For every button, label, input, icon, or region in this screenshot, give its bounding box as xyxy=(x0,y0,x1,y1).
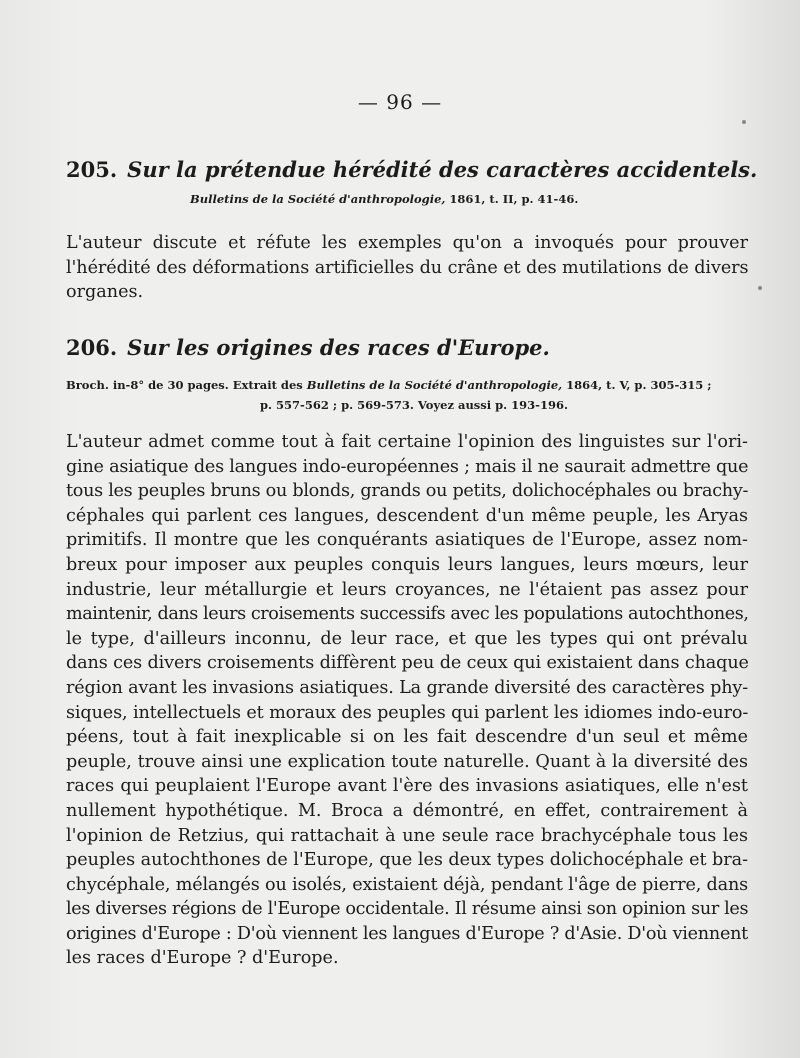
paragraph-line: gine asiatique des langues indo-européennes ; mais il ne saurait admettre que xyxy=(66,456,749,477)
paragraph-line: céphales qui parlent ces langues, descendent d'un même peuple, les Aryas xyxy=(66,505,748,526)
paragraph-line: L'auteur discute et réfute les exemples qu'on a invoqués pour prouver xyxy=(66,233,748,253)
paragraph-line: L'auteur admet comme tout à fait certaine l'opinion des linguistes sur l'ori- xyxy=(66,432,748,452)
paragraph-line: péens, tout à fait inexplicable si on les fait descendre d'un seul et même xyxy=(66,727,748,748)
paragraph-line: les diverses régions de l'Europe occidentale. Il résume ainsi son opinion sur les xyxy=(66,899,749,920)
paragraph-line: peuple, trouve ainsi une explication toute naturelle. Quant à la diversité des xyxy=(66,751,748,772)
entry-number: 206. xyxy=(66,335,118,360)
entry-205-title xyxy=(66,157,758,182)
entry-title-text: Sur les origines des races d'Europe. xyxy=(127,335,550,360)
paragraph-line: les races d'Europe ? d'Europe. xyxy=(66,948,339,969)
page-number: — 96 — xyxy=(357,90,443,114)
source-suffix: 1864, t. V, p. 305-315 ; xyxy=(562,378,712,392)
entry-206-paragraph xyxy=(66,430,748,971)
entry-206-title xyxy=(66,335,746,360)
paragraph-line: l'hérédité des déformations artificielles du crâne et des mutilations de divers xyxy=(66,257,749,278)
journal-name: Bulletins de la Société d'anthropologie, xyxy=(306,378,563,392)
entry-title-text: Sur la prétendue hérédité des caractères accidentels. xyxy=(127,157,758,182)
paragraph-line: région avant les invasions asiatiques. La grande diversité des caractères phy- xyxy=(66,677,748,698)
paragraph-line: siques, intellectuels et moraux des peuples qui parlent les idiomes indo-euro- xyxy=(66,702,749,723)
paragraph-line: l'opinion de Retzius, qui rattachait à une seule race brachycéphale tous les xyxy=(66,825,748,846)
entry-number: 205. xyxy=(66,157,118,182)
paragraph-line: le type, d'ailleurs inconnu, de leur race, et que les types qui ont prévalu xyxy=(66,628,748,649)
paragraph-line: tous les peuples bruns ou blonds, grands ou petits, dolichocéphales ou brachy- xyxy=(66,481,749,502)
entry-206-source-line-2: p. 557-562 ; p. 569-573. Voyez aussi p. 193-196. xyxy=(260,398,568,412)
entry-205-source xyxy=(190,192,578,206)
paragraph-line: organes. xyxy=(66,282,144,303)
source-prefix: Broch. in-8° de 30 pages. Extrait des xyxy=(66,378,307,392)
paragraph-line: industrie, leur métallurgie et leurs croyances, ne l'étaient pas assez pour xyxy=(66,579,748,600)
paragraph-line: nullement hypothétique. M. Broca a démontré, en effet, contrairement à xyxy=(66,800,748,821)
paragraph-line: primitifs. Il montre que les conquérants asiatiques de l'Europe, assez nom- xyxy=(66,530,748,551)
paragraph-line: maintenir, dans leurs croisements successifs avec les populations autochthones, xyxy=(66,604,749,625)
paragraph-line: origines d'Europe : D'où viennent les langues d'Europe ? d'Asie. D'où viennent xyxy=(66,923,748,944)
journal-name: Bulletins de la Société d'anthropologie, xyxy=(190,192,446,206)
source-reference: 1861, t. II, p. 41-46. xyxy=(445,192,579,206)
entry-206-source-line-1 xyxy=(66,378,712,392)
paragraph-line: races qui peuplaient l'Europe avant l'ère des invasions asiatiques, elle n'est xyxy=(66,776,748,797)
paper-speck xyxy=(758,286,762,290)
paragraph-line: peuples autochthones de l'Europe, que les deux types dolichocéphale et bra- xyxy=(66,850,748,871)
entry-205-paragraph xyxy=(66,231,748,305)
paragraph-line: breux pour imposer aux peuples conquis leurs langues, leurs mœurs, leur xyxy=(66,554,748,575)
paragraph-line: chycéphale, mélangés ou isolés, existaient déjà, pendant l'âge de pierre, dans xyxy=(66,874,748,895)
paragraph-line: dans ces divers croisements diffèrent peu de ceux qui existaient dans chaque xyxy=(66,653,749,674)
paper-speck xyxy=(742,120,746,124)
